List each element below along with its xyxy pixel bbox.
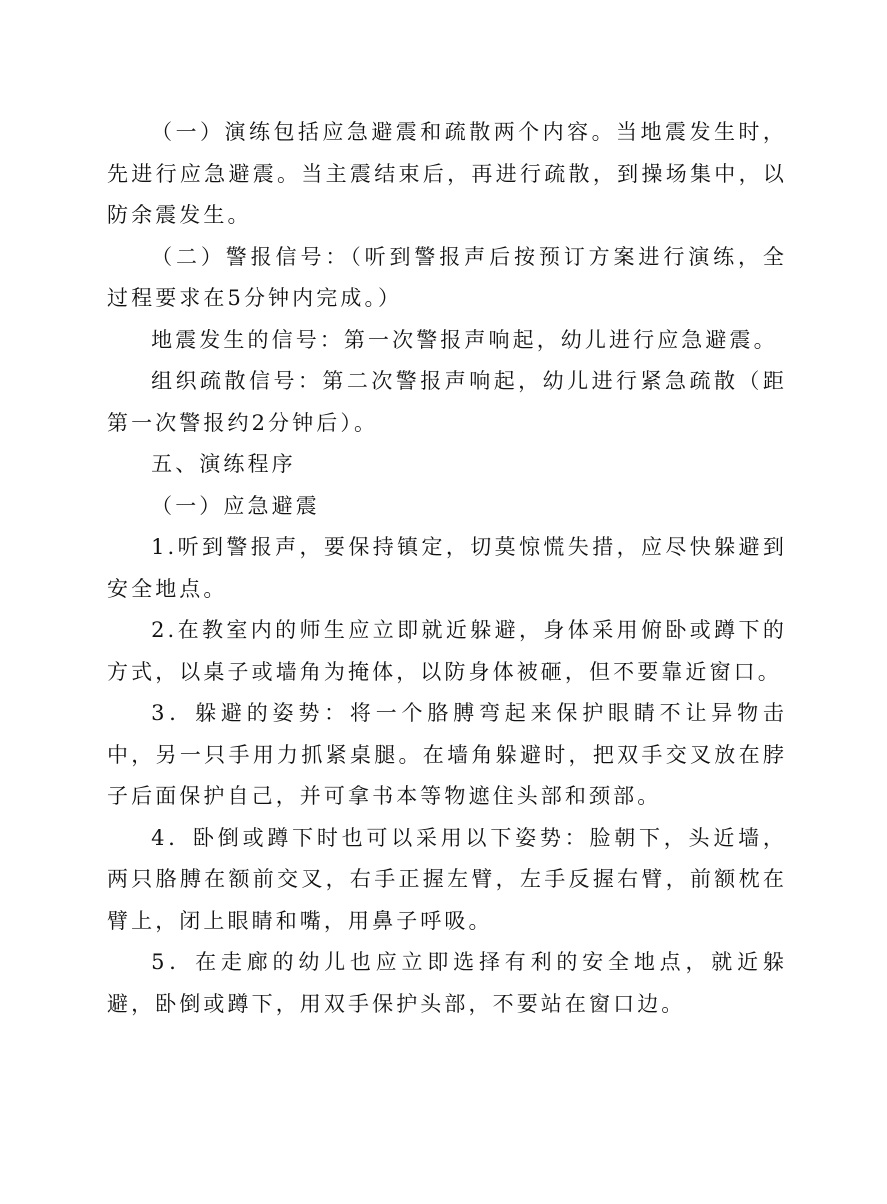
section-heading-drill-procedure: 五、演练程序 xyxy=(151,452,296,476)
paragraph-item-2: 2.在教室内的师生应立即就近躲避，身体采用俯卧或蹲下的方式，以桌子或墙角为掩体，以防身体被砸，但不要靠近窗口。 xyxy=(107,618,787,684)
subsection-heading-emergency-shelter: （一）应急避震 xyxy=(151,493,320,518)
paragraph-item-1: 1.听到警报声，要保持镇定，切莫惊慌失措，应尽快躲避到安全地点。 xyxy=(107,535,787,601)
paragraph-earthquake-signal: 地震发生的信号：第一次警报声响起，幼儿进行应急避震。 xyxy=(151,327,778,352)
paragraph-item-5: 5．在走廊的幼儿也应立即选择有利的安全地点，就近躲避，卧倒或蹲下，用双手保护头部，不要站在窗口边。 xyxy=(107,950,787,1016)
paragraph-evacuation-signal: 组织疏散信号：第二次警报声响起，幼儿进行紧急疏散（距第一次警报约2分钟后）。 xyxy=(107,369,787,435)
paragraph-drill-content: （一）演练包括应急避震和疏散两个内容。当地震发生时，先进行应急避震。当主震结束后，再进行疏散，到操场集中，以防余震发生。 xyxy=(107,120,787,227)
paragraph-item-4: 4．卧倒或蹲下时也可以采用以下姿势：脸朝下，头近墙，两只胳膊在额前交叉，右手正握左臂，左手反握右臂，前额枕在臂上，闭上眼睛和嘴，用鼻子呼吸。 xyxy=(107,825,787,933)
paragraph-item-3: 3．躲避的姿势：将一个胳膊弯起来保护眼睛不让异物击中，另一只手用力抓紧桌腿。在墙角躲避时，把双手交叉放在脖子后面保护自己，并可拿书本等物遮住头部和颈部。 xyxy=(107,701,787,808)
document-page xyxy=(107,112,787,1025)
paragraph-alarm-signal: （二）警报信号：（听到警报声后按预订方案进行演练，全过程要求在5分钟内完成。） xyxy=(107,244,787,310)
